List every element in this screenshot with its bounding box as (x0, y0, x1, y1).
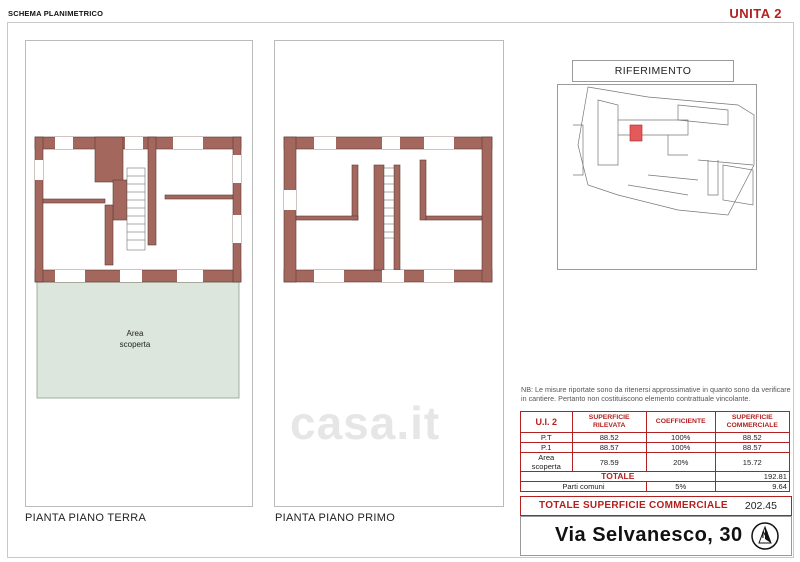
col-rilevata: SUPERFICIE RILEVATA (572, 412, 646, 433)
col-coeff: COEFFICIENTE (646, 412, 715, 433)
wall-left (35, 137, 43, 282)
address: Via Selvanesco, 30 (555, 524, 743, 546)
table-row: P.T 88.52 100% 88.52 (521, 433, 790, 443)
area-label-2: scoperta (119, 340, 151, 349)
col-commerciale: SUPERFICIE COMMERCIALE (715, 412, 789, 433)
total-commercial-value: 202.45 (744, 500, 777, 512)
north-arrow-icon (750, 521, 780, 551)
ground-floor-label: PIANTA PIANO TERRA (25, 512, 147, 524)
common-parts-row: Parti comuni 5% 9.64 (521, 482, 790, 492)
reference-site-plan (558, 85, 756, 269)
col-unit: U.I. 2 (521, 412, 573, 433)
reference-plan-box (557, 84, 757, 270)
area-label-1: Area (126, 329, 144, 338)
sheet-title: SCHEMA PLANIMETRICO (8, 9, 104, 18)
total-row: TOTALE 192.81 (521, 472, 790, 482)
address-box (520, 516, 792, 556)
unit-marker (630, 125, 642, 141)
disclaimer-note: NB: Le misure riportate sono da ritenersi approssimative in quanto sono da verificare in cantiere. Pertanto non costituiscono elemento contrattuale vincolante. (521, 385, 791, 403)
surface-table (520, 411, 790, 492)
north-letter: N (761, 530, 769, 540)
watermark: casa.it (290, 397, 441, 449)
reference-title: RIFERIMENTO (572, 60, 734, 82)
unit-title: UNITA 2 (729, 6, 782, 21)
total-commercial-box (520, 496, 792, 516)
ground-floor-plan (25, 40, 253, 505)
table-row: P.1 88.57 100% 88.57 (521, 443, 790, 453)
table-row: Area scoperta 78.59 20% 15.72 (521, 453, 790, 472)
first-floor-label: PIANTA PIANO PRIMO (275, 512, 396, 524)
total-commercial-label: TOTALE SUPERFICIE COMMERCIALE (539, 500, 728, 511)
